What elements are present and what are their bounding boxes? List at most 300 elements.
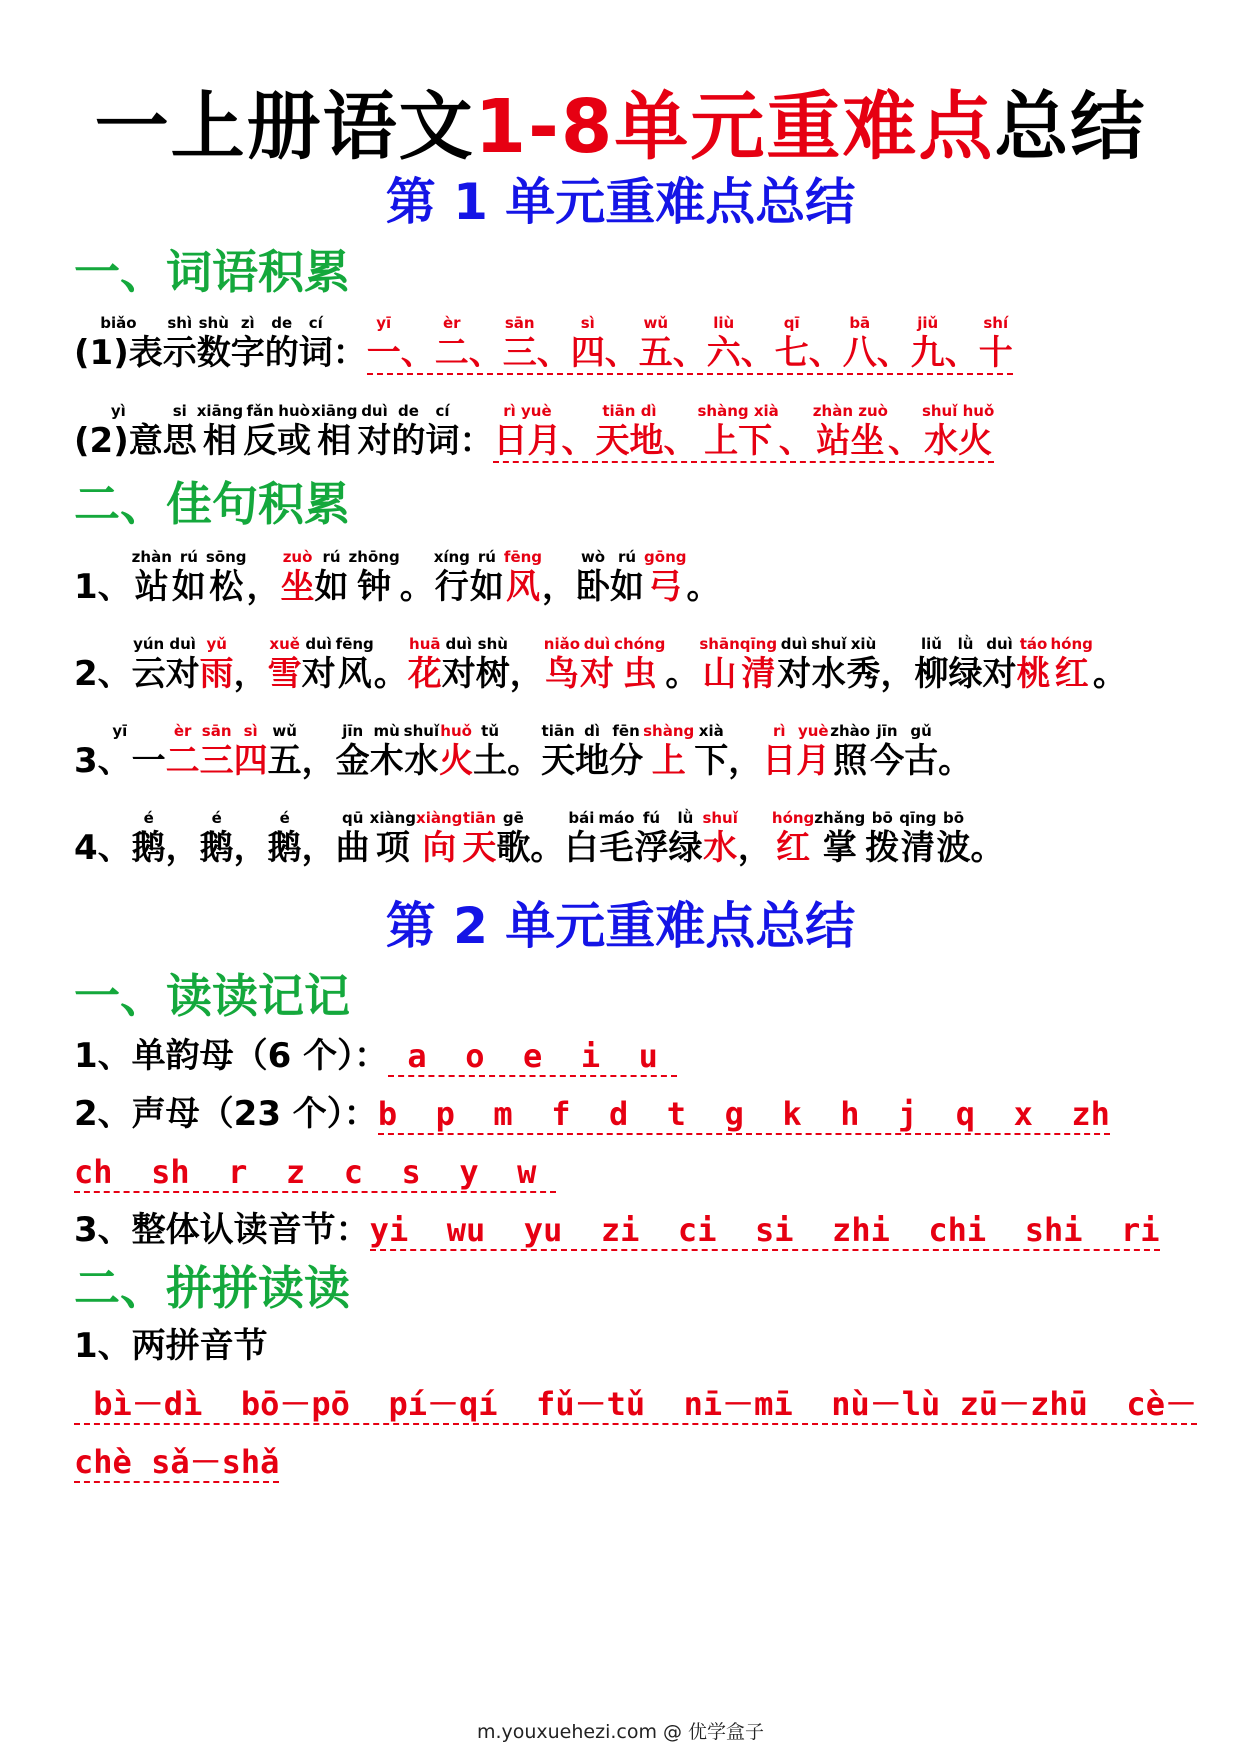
pinyin xyxy=(247,548,281,566)
pinyin: fēng xyxy=(503,548,543,566)
hanzi: 三 xyxy=(199,741,234,781)
vocab-numbers-answer xyxy=(366,314,1013,375)
ruby-segment xyxy=(74,548,132,608)
unit1-section-sentences: 二、佳句积累 xyxy=(74,477,350,531)
pinyin: sì xyxy=(580,314,595,332)
ruby-segment xyxy=(537,314,571,374)
ruby-segment xyxy=(349,548,400,608)
pinyin: huā xyxy=(409,635,441,653)
hanzi: ， xyxy=(301,828,336,868)
hanzi: 、 xyxy=(740,333,775,373)
pinyin: shuǐ xyxy=(403,722,440,740)
ruby-segment xyxy=(814,809,865,869)
hanzi: 曲 xyxy=(335,828,370,868)
ruby-segment xyxy=(779,402,813,462)
ruby-segment xyxy=(302,635,336,695)
pinyin xyxy=(1093,635,1127,653)
hanzi: 词 xyxy=(298,333,333,373)
pinyin xyxy=(401,314,435,332)
ruby-segment xyxy=(775,314,809,374)
pinyin: yī xyxy=(376,314,392,332)
ruby-segment xyxy=(277,402,311,462)
initials-line-cont xyxy=(74,1150,556,1194)
ruby-segment xyxy=(634,809,668,869)
pinyin: jīn xyxy=(876,722,898,740)
pinyin: qī xyxy=(783,314,800,332)
hanzi: 水火 xyxy=(924,421,993,461)
pinyin: lǜ xyxy=(957,635,974,653)
pinyin xyxy=(469,314,503,332)
hanzi: 风 xyxy=(337,654,372,694)
hanzi: ， xyxy=(880,654,915,694)
pinyin: zhàn xyxy=(131,548,172,566)
hanzi: 、 xyxy=(604,333,639,373)
ruby-segment xyxy=(391,402,425,462)
pinyin: máo xyxy=(598,809,635,827)
pinyin: huò xyxy=(278,402,310,420)
pinyin: tiān dì xyxy=(602,402,657,420)
ruby-segment xyxy=(605,314,639,374)
pinyin: yuè xyxy=(797,722,829,740)
ruby-segment xyxy=(564,809,598,869)
pinyin xyxy=(537,314,571,332)
ruby-segment xyxy=(697,402,778,462)
hanzi: (1)表 xyxy=(74,333,163,373)
ruby-segment xyxy=(163,402,197,462)
whole-syllables-line xyxy=(74,1208,1160,1252)
ruby-segment xyxy=(530,809,564,869)
pinyin: zhōng xyxy=(348,548,400,566)
hanzi: 项 xyxy=(375,828,410,868)
pinyin: tiān xyxy=(462,809,496,827)
ruby-segment xyxy=(132,635,166,695)
hanzi: 日月 xyxy=(493,421,562,461)
hanzi: 、 xyxy=(561,421,596,461)
hanzi: 虫 xyxy=(622,654,657,694)
pinyin: xiàng xyxy=(369,809,417,827)
page-title-part2: 1-8单元重难点 xyxy=(474,84,995,170)
hanzi: 相 xyxy=(202,421,237,461)
ruby-segment xyxy=(470,548,504,608)
ruby-segment xyxy=(707,314,741,374)
hanzi: 鹅 xyxy=(131,828,166,868)
ruby-segment xyxy=(609,722,643,782)
footer-watermark: m.youxuehezi.com @ 优学盒子 xyxy=(476,1721,765,1743)
hanzi: 对 xyxy=(441,654,476,694)
ruby-segment xyxy=(172,548,206,608)
hanzi: 掌 xyxy=(822,828,857,868)
pinyin: qū xyxy=(341,809,364,827)
hanzi: 对 xyxy=(165,654,200,694)
pinyin: shuǐ xyxy=(702,809,738,827)
hanzi: 浮 xyxy=(634,828,669,868)
ruby-segment xyxy=(699,635,739,695)
ruby-segment xyxy=(439,722,473,782)
hanzi: 今 xyxy=(870,741,905,781)
hanzi: 照 xyxy=(833,741,868,781)
two-part-syllables-answer-cont: chè sǎ－shǎ xyxy=(74,1443,280,1481)
hanzi: 五 xyxy=(267,741,302,781)
pinyin: jiǔ xyxy=(917,314,939,332)
ruby-segment xyxy=(462,809,496,869)
initials-answer-cont: ch sh r z c s y w xyxy=(74,1153,556,1191)
hanzi: 树 xyxy=(475,654,510,694)
ruby-segment xyxy=(336,809,370,869)
pinyin: táo xyxy=(1019,635,1048,653)
hanzi: 天地 xyxy=(595,421,664,461)
hanzi: 字 xyxy=(230,333,265,373)
ruby-segment xyxy=(915,635,949,695)
ruby-segment xyxy=(357,402,391,462)
pinyin: qīng xyxy=(739,635,778,653)
pinyin: tiān xyxy=(541,722,575,740)
pinyin xyxy=(302,809,336,827)
pinyin xyxy=(673,314,707,332)
hanzi: 思 xyxy=(162,421,197,461)
ruby-segment xyxy=(435,314,469,374)
ruby-segment xyxy=(268,722,302,782)
ruby-segment xyxy=(311,402,357,462)
ruby-segment xyxy=(268,809,302,869)
page-title xyxy=(0,82,1241,172)
ruby-segment xyxy=(400,548,434,608)
sentence-1 xyxy=(74,548,721,608)
whole-syllables-label: 3、整体认读音节： xyxy=(74,1210,370,1250)
hanzi: 、 xyxy=(536,333,571,373)
ruby-segment xyxy=(702,809,737,869)
pinyin: é xyxy=(211,809,222,827)
pinyin: shuǐ xyxy=(811,635,847,653)
hanzi: 词 xyxy=(425,421,460,461)
hanzi: 坐 xyxy=(280,567,315,607)
pinyin: duì xyxy=(169,635,196,653)
hanzi: 风 xyxy=(505,567,540,607)
pinyin: hóng xyxy=(1050,635,1093,653)
unit1-section-vocabulary: 一、词语积累 xyxy=(74,245,350,299)
hanzi: ， xyxy=(509,654,544,694)
hanzi: 毛 xyxy=(599,828,634,868)
pinyin: é xyxy=(279,809,290,827)
ruby-segment xyxy=(904,722,938,782)
ruby-segment xyxy=(206,548,247,608)
hanzi: 金 xyxy=(335,741,370,781)
pinyin: rú xyxy=(322,548,341,566)
pinyin xyxy=(74,548,132,566)
pinyin xyxy=(605,314,639,332)
hanzi: ， xyxy=(246,567,281,607)
pinyin: bō xyxy=(871,809,893,827)
pinyin: èr xyxy=(173,722,192,740)
hanzi: 天 xyxy=(462,828,497,868)
pinyin: zhào xyxy=(830,722,871,740)
whole-syllables-answer: yi wu yu zi ci si zhi chi shi ri xyxy=(369,1211,1160,1249)
ruby-segment xyxy=(416,809,462,869)
ruby-segment xyxy=(762,722,796,782)
hanzi: 四 xyxy=(570,333,605,373)
ruby-segment xyxy=(983,635,1017,695)
pinyin xyxy=(234,635,268,653)
hanzi: 。 xyxy=(970,828,1005,868)
ruby-segment xyxy=(74,722,166,782)
ruby-segment xyxy=(510,635,544,695)
hanzi: 柳 xyxy=(914,654,949,694)
pinyin: é xyxy=(143,809,154,827)
hanzi: ， xyxy=(233,654,268,694)
ruby-segment xyxy=(610,548,644,608)
pinyin: cí xyxy=(308,314,323,332)
ruby-segment xyxy=(302,722,336,782)
ruby-segment xyxy=(507,722,541,782)
pinyin: bái xyxy=(568,809,595,827)
ruby-segment xyxy=(541,722,575,782)
pinyin xyxy=(561,402,595,420)
pinyin xyxy=(877,314,911,332)
hanzi: 或 xyxy=(277,421,312,461)
pinyin: fú xyxy=(642,809,661,827)
ruby-segment xyxy=(1051,635,1093,695)
ruby-segment xyxy=(937,809,971,869)
pinyin xyxy=(938,722,972,740)
hanzi: 向 xyxy=(422,828,457,868)
hanzi: 。 xyxy=(507,741,542,781)
pinyin xyxy=(687,548,721,566)
pinyin: de xyxy=(398,402,419,420)
pinyin xyxy=(663,402,697,420)
pinyin: fēn xyxy=(612,722,640,740)
pinyin: shí xyxy=(983,314,1009,332)
hanzi: 日 xyxy=(762,741,797,781)
ruby-segment xyxy=(1017,635,1051,695)
pinyin xyxy=(166,809,200,827)
hanzi: 对 xyxy=(301,654,336,694)
ruby-segment xyxy=(542,548,576,608)
ruby-segment xyxy=(299,314,333,374)
hanzi: 如 xyxy=(469,567,504,607)
pinyin xyxy=(779,402,813,420)
ruby-segment xyxy=(979,314,1013,374)
hanzi: 反 xyxy=(243,421,278,461)
ruby-segment xyxy=(971,809,1005,869)
pinyin xyxy=(74,635,132,653)
ruby-segment xyxy=(281,548,315,608)
pinyin: xiù xyxy=(850,635,877,653)
single-vowels-answer: a o e i u xyxy=(388,1037,678,1075)
pinyin xyxy=(881,635,915,653)
ruby-segment xyxy=(459,402,493,462)
ruby-segment xyxy=(234,635,268,695)
unit2-section-spell: 二、拼拼读读 xyxy=(74,1261,350,1315)
pinyin: èr xyxy=(442,314,461,332)
hanzi: ， xyxy=(165,828,200,868)
pinyin xyxy=(809,314,843,332)
vocab-antonyms-prefix xyxy=(74,402,494,461)
ruby-segment xyxy=(404,722,439,782)
ruby-segment xyxy=(576,548,610,608)
pinyin: shù xyxy=(198,314,229,332)
pinyin xyxy=(333,314,367,332)
hanzi: 、 xyxy=(876,333,911,373)
single-vowels-line xyxy=(74,1034,677,1078)
pinyin: gǔ xyxy=(910,722,932,740)
initials-answer: b p m f d t g k h j q x zh xyxy=(377,1095,1110,1133)
ruby-segment xyxy=(949,635,983,695)
hanzi: ， xyxy=(233,828,268,868)
ruby-segment xyxy=(401,314,435,374)
ruby-segment xyxy=(643,722,694,782)
pinyin: yī xyxy=(112,722,128,740)
ruby-segment xyxy=(370,722,404,782)
ruby-segment xyxy=(265,314,299,374)
pinyin: zhàn zuò xyxy=(812,402,888,420)
sentence-2 xyxy=(74,635,1127,695)
pinyin: xíng xyxy=(433,548,470,566)
pinyin: jīn xyxy=(342,722,364,740)
pinyin: hóng xyxy=(771,809,815,827)
pinyin: de xyxy=(271,314,293,332)
pinyin xyxy=(888,402,922,420)
pinyin xyxy=(530,809,564,827)
ruby-segment xyxy=(809,314,843,374)
pinyin: rì xyxy=(772,722,786,740)
ruby-segment xyxy=(425,402,459,462)
hanzi: 分 xyxy=(609,741,644,781)
vocab-line-antonyms xyxy=(74,402,994,462)
pinyin: wǔ xyxy=(272,722,297,740)
pinyin: sān xyxy=(504,314,535,332)
pinyin: gōng xyxy=(644,548,687,566)
ruby-segment xyxy=(496,809,530,869)
hanzi: 山 xyxy=(702,654,737,694)
pinyin: sōng xyxy=(205,548,247,566)
ruby-segment xyxy=(132,809,166,869)
hanzi: 如 xyxy=(314,567,349,607)
ruby-segment xyxy=(166,635,200,695)
hanzi: 2、 xyxy=(74,654,132,694)
hanzi: 、 xyxy=(400,333,435,373)
hanzi: 地 xyxy=(575,741,610,781)
hanzi: 月 xyxy=(796,741,831,781)
hanzi: 拨 xyxy=(865,828,900,868)
pinyin xyxy=(302,722,336,740)
ruby-segment xyxy=(197,402,243,462)
pinyin xyxy=(507,722,541,740)
ruby-segment xyxy=(595,402,663,462)
sentence-3 xyxy=(74,722,972,782)
pinyin: mù xyxy=(373,722,400,740)
pinyin: chóng xyxy=(614,635,666,653)
ruby-segment xyxy=(197,314,231,374)
hanzi: 。 xyxy=(938,741,973,781)
two-part-syllables-line-cont xyxy=(74,1440,279,1484)
pinyin: xiāng xyxy=(196,402,244,420)
pinyin: shān xyxy=(699,635,740,653)
unit2-section-read: 一、读读记记 xyxy=(74,969,350,1023)
ruby-segment xyxy=(234,809,268,869)
hanzi: 水 xyxy=(811,654,846,694)
pinyin: zuò xyxy=(282,548,313,566)
ruby-segment xyxy=(899,809,936,869)
hanzi: 鸟 xyxy=(544,654,579,694)
pinyin: wò xyxy=(580,548,606,566)
hanzi: 水 xyxy=(703,828,738,868)
ruby-segment xyxy=(741,314,775,374)
hanzi: 四 xyxy=(233,741,268,781)
pinyin: duì xyxy=(361,402,388,420)
pinyin xyxy=(542,548,576,566)
hanzi: 七 xyxy=(774,333,809,373)
pinyin: xià xyxy=(698,722,724,740)
pinyin: fǎn xyxy=(246,402,274,420)
ruby-segment xyxy=(639,314,673,374)
pinyin xyxy=(738,809,772,827)
unit1-title: 第 1 单元重难点总结 xyxy=(385,173,856,231)
pinyin: sì xyxy=(243,722,258,740)
hanzi: 白 xyxy=(564,828,599,868)
hanzi: 歌 xyxy=(496,828,531,868)
pinyin xyxy=(728,722,762,740)
ruby-segment xyxy=(442,635,476,695)
pinyin: rú xyxy=(618,548,637,566)
ruby-segment xyxy=(665,635,699,695)
hanzi: 三 xyxy=(502,333,537,373)
ruby-segment xyxy=(504,548,542,608)
ruby-segment xyxy=(336,722,370,782)
pinyin: shì xyxy=(167,314,193,332)
hanzi: 4、 xyxy=(74,828,132,868)
pinyin: huǒ xyxy=(440,722,472,740)
ruby-segment xyxy=(469,314,503,374)
hanzi: 二 xyxy=(165,741,200,781)
initials-line xyxy=(74,1092,1110,1136)
pinyin: duì xyxy=(780,635,808,653)
ruby-segment xyxy=(888,402,922,462)
hanzi: 钟 xyxy=(357,567,392,607)
hanzi: ， xyxy=(542,567,577,607)
hanzi: 数 xyxy=(196,333,231,373)
ruby-segment xyxy=(796,722,830,782)
ruby-segment xyxy=(777,635,811,695)
pinyin: gē xyxy=(502,809,524,827)
ruby-segment xyxy=(243,402,277,462)
ruby-segment xyxy=(74,314,163,374)
unit2-title: 第 2 单元重难点总结 xyxy=(385,897,856,955)
pinyin: niǎo xyxy=(543,635,581,653)
ruby-segment xyxy=(408,635,442,695)
ruby-segment xyxy=(367,314,401,374)
ruby-segment xyxy=(315,548,349,608)
hanzi: 卧 xyxy=(576,567,611,607)
pinyin: biǎo xyxy=(100,314,137,332)
hanzi: 。 xyxy=(399,567,434,607)
vocab-antonyms-answer xyxy=(493,402,995,463)
pinyin: shàng xyxy=(643,722,695,740)
ruby-segment xyxy=(668,809,702,869)
ruby-segment xyxy=(473,722,507,782)
pinyin: qīng xyxy=(899,809,937,827)
pinyin: dì xyxy=(584,722,601,740)
ruby-segment xyxy=(268,635,302,695)
pinyin: wǔ xyxy=(643,314,669,332)
ruby-segment xyxy=(74,402,163,462)
pinyin: xuě xyxy=(269,635,300,653)
ruby-segment xyxy=(847,635,881,695)
ruby-segment xyxy=(74,809,132,869)
hanzi: 雨 xyxy=(199,654,234,694)
ruby-segment xyxy=(166,809,200,869)
ruby-segment xyxy=(843,314,877,374)
hanzi: ： xyxy=(459,421,494,461)
ruby-segment xyxy=(476,635,510,695)
